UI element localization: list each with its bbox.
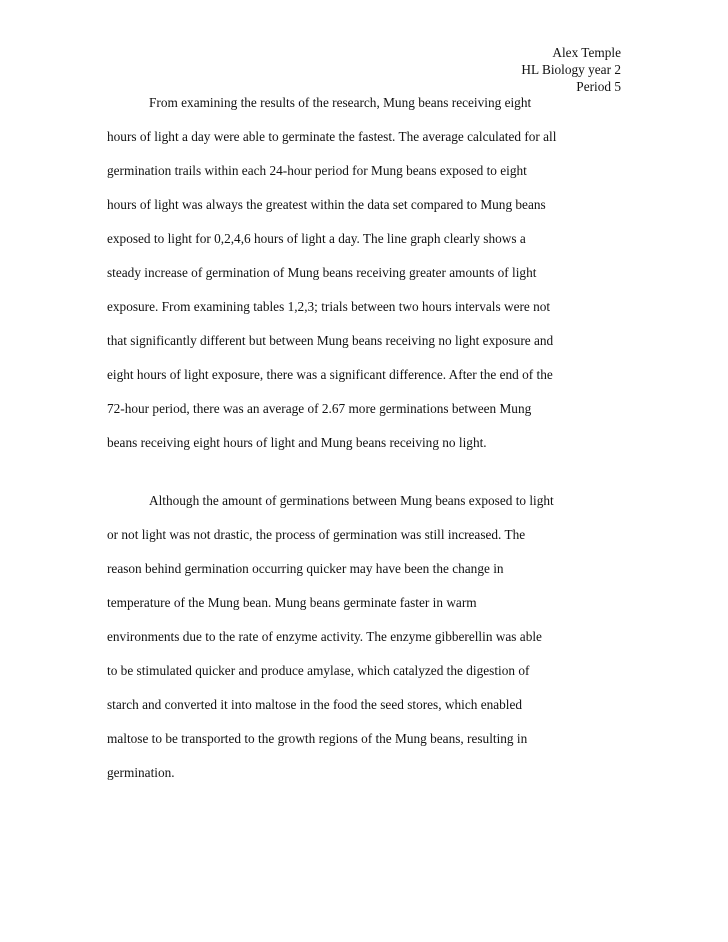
paragraph-line: beans receiving eight hours of light and Mung beans receiving no light. xyxy=(107,435,487,450)
paragraph-line: hours of light was always the greatest within the data set compared to Mung beans xyxy=(107,197,546,212)
paragraph-line: Although the amount of germinations between Mung beans exposed to light xyxy=(149,493,554,508)
paragraph-line: 72-hour period, there was an average of 2.67 more germinations between Mung xyxy=(107,401,532,416)
paragraph-discussion xyxy=(107,484,623,790)
paragraph-line: that significantly different but between Mung beans receiving no light exposure and xyxy=(107,333,554,348)
author-name: Alex Temple xyxy=(552,45,621,60)
class-period: Period 5 xyxy=(576,79,621,94)
paragraph-results xyxy=(107,86,623,460)
paragraph-line: or not light was not drastic, the process of germination was still increased. The xyxy=(107,527,526,542)
paragraph-line: environments due to the rate of enzyme activity. The enzyme gibberellin was able xyxy=(107,629,542,644)
paragraph-line: maltose to be transported to the growth regions of the Mung beans, resulting in xyxy=(107,731,528,746)
paragraph-line: steady increase of germination of Mung beans receiving greater amounts of light xyxy=(107,265,537,280)
paragraph-line: exposure. From examining tables 1,2,3; trials between two hours intervals were not xyxy=(107,299,551,314)
paragraph-line: temperature of the Mung bean. Mung beans germinate faster in warm xyxy=(107,595,477,610)
paragraph-line: reason behind germination occurring quicker may have been the change in xyxy=(107,561,504,576)
paragraph-line: From examining the results of the research, Mung beans receiving eight xyxy=(149,95,532,110)
course-name: HL Biology year 2 xyxy=(521,62,621,77)
paragraph-line: eight hours of light exposure, there was a significant difference. After the end of the xyxy=(107,367,553,382)
paragraph-line: germination. xyxy=(107,765,175,780)
paragraph-line: exposed to light for 0,2,4,6 hours of light a day. The line graph clearly shows a xyxy=(107,231,526,246)
paragraph-line: hours of light a day were able to germinate the fastest. The average calculated for all xyxy=(107,129,557,144)
paragraph-line: to be stimulated quicker and produce amylase, which catalyzed the digestion of xyxy=(107,663,530,678)
paragraph-line: germination trails within each 24-hour period for Mung beans exposed to eight xyxy=(107,163,527,178)
paragraph-line: starch and converted it into maltose in the food the seed stores, which enabled xyxy=(107,697,523,712)
